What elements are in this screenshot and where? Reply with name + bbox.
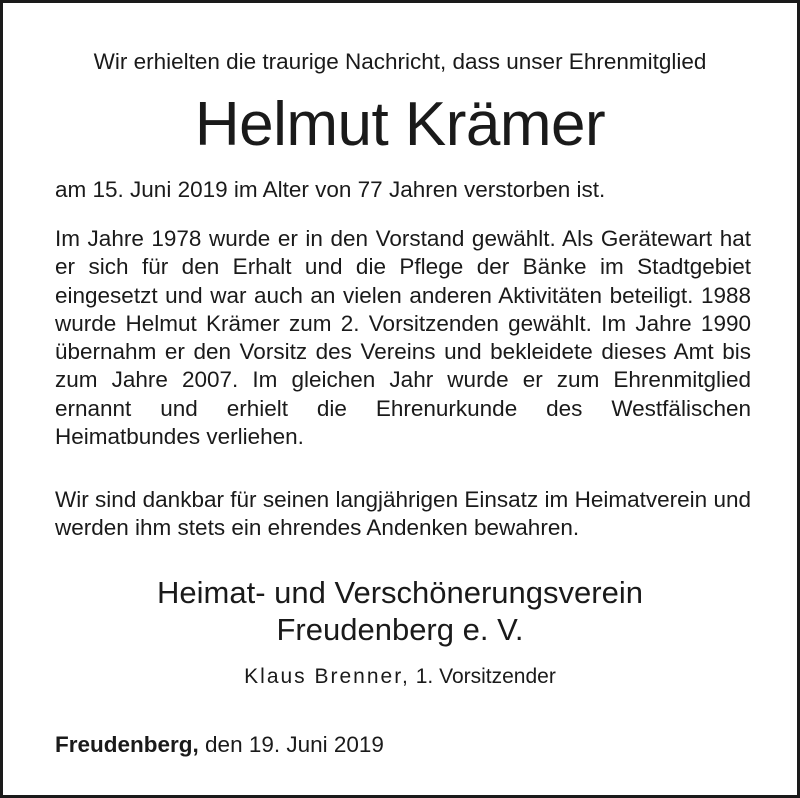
- signer-name: Klaus Brenner,: [244, 665, 410, 688]
- deceased-name: Helmut Krämer: [194, 90, 606, 159]
- date: den 19. Juni 2019: [205, 732, 384, 757]
- signer-line: [3, 663, 797, 691]
- organization-name-line1: Heimat- und Verschönerungsverein: [157, 575, 643, 610]
- gratitude-paragraph: Wir sind dankbar für seinen langjährigen Einsatz im Heimatverein und werden ihm stets ein ehrendes Andenken bewahren.: [55, 487, 751, 541]
- intro-text: Wir erhielten die traurige Nachricht, dass unser Ehrenmitglied: [93, 49, 707, 74]
- place-date-line: [55, 730, 384, 760]
- death-date-line: am 15. Juni 2019 im Alter von 77 Jahren verstorben ist.: [55, 177, 606, 202]
- organization-name-line2: Freudenberg e. V.: [276, 612, 524, 647]
- biography-paragraph: Im Jahre 1978 wurde er in den Vorstand gewählt. Als Gerätewart hat er sich für den Erhalt und die Pflege der Bänke im Stadtgebiet eingesetzt und war auch an vielen anderen Aktivitäten beteiligt. 1988 wurde Helmut Krämer zum 2. Vorsitzenden gewählt. Im Jahre 1990 übernahm er den Vorsitz des Vereins und bekleidete dieses Amt bis zum Jahre 2007. Im gleichen Jahr wurde er zum Ehrenmitglied ernannt und erhielt die Ehrenurkunde des Westfälischen Heimatbundes verliehen.: [55, 226, 751, 450]
- place: Freudenberg,: [55, 732, 199, 757]
- signer-role: 1. Vorsitzender: [415, 665, 556, 688]
